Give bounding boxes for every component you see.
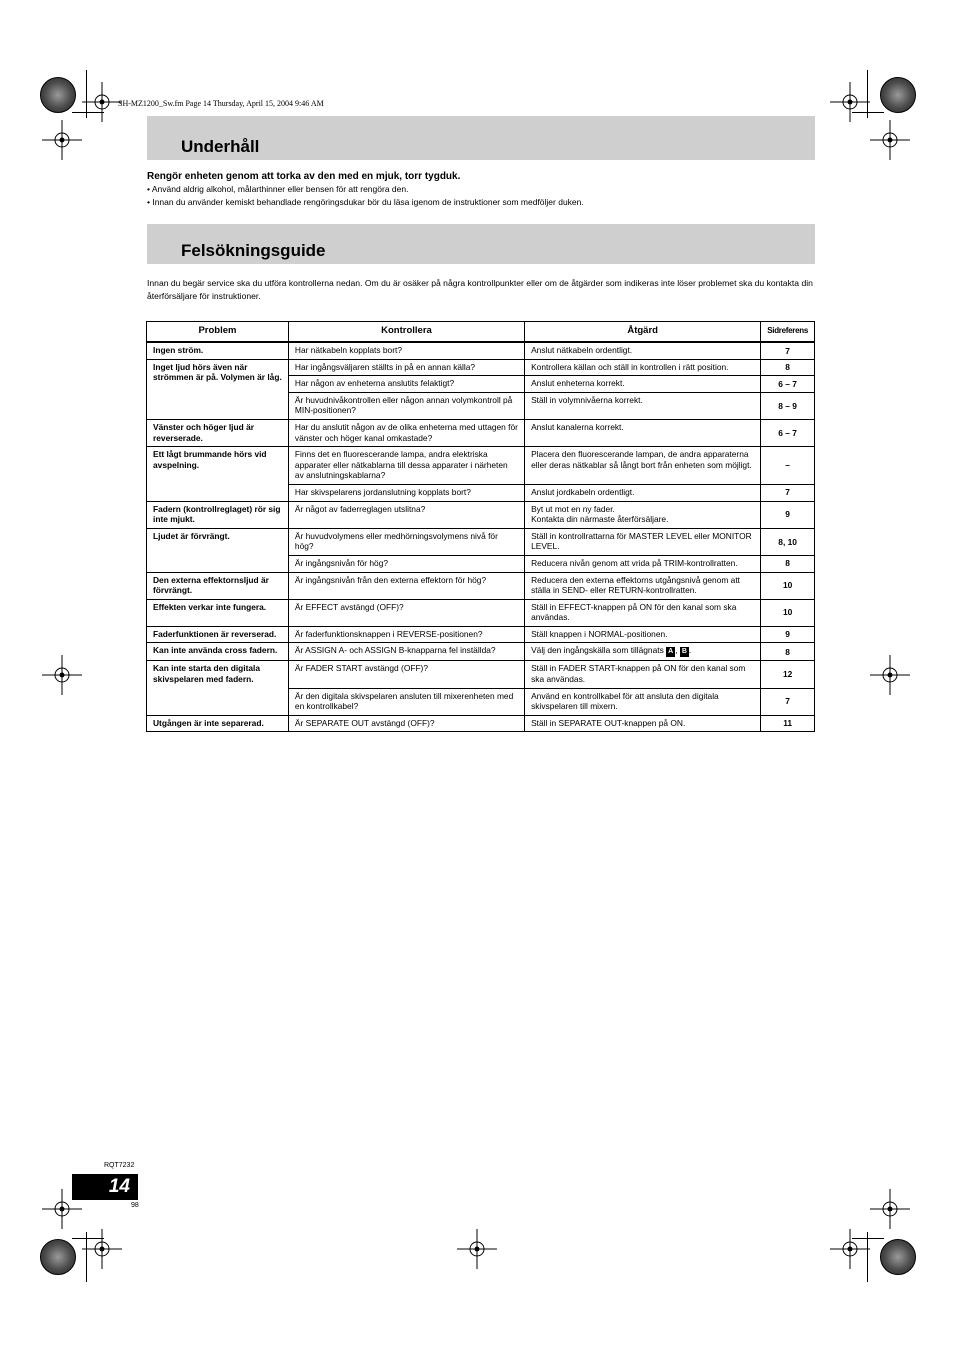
doc-code: RQT7232 <box>104 1162 135 1169</box>
page-ref-cell: 6 – 7 <box>761 376 815 393</box>
crop-mark <box>852 1238 884 1239</box>
registration-dot-icon <box>40 1239 76 1275</box>
column-header-action: Åtgärd <box>525 322 761 343</box>
page-ref-cell: – <box>761 447 815 485</box>
action-cell: Anslut jordkabeln ordentligt. <box>525 484 761 501</box>
page-ref-cell: 7 <box>761 342 815 359</box>
page-number: 14 <box>108 1176 130 1197</box>
page-ref-cell: 10 <box>761 599 815 626</box>
crop-mark <box>72 1238 104 1239</box>
column-header-check: Kontrollera <box>288 322 524 343</box>
troubleshooting-table <box>146 321 815 732</box>
crop-mark <box>867 1232 868 1282</box>
table-row <box>147 528 815 555</box>
table-body <box>147 342 815 732</box>
check-cell: Är ingångsnivån för hög? <box>288 555 524 572</box>
table-row <box>147 572 815 599</box>
action-cell: Ställ in volymnivåerna korrekt. <box>525 392 761 419</box>
page-ref-cell: 8 <box>761 555 815 572</box>
check-cell: Är huvudnivåkontrollen eller någon annan volymkontroll på MIN-positionen? <box>288 392 524 419</box>
action-cell: Använd en kontrollkabel för att ansluta den digitala skivspelaren till mixern. <box>525 688 761 715</box>
crosshair-icon <box>82 82 122 122</box>
page-number-box <box>72 1174 138 1200</box>
troubleshooting-title: Felsökningsguide <box>181 241 326 260</box>
table-row <box>147 599 815 626</box>
table-row <box>147 715 815 732</box>
troubleshooting-intro: Innan du begär service ska du utföra kontrollerna nedan. Om du är osäker på några kontrollpunkter eller om de åtgärder som indikeras inte löser problemet ska du kontakta din återförsäljare för instruktioner. <box>147 278 813 301</box>
problem-cell: Inget ljud hörs även när strömmen är på. Volymen är låg. <box>147 359 289 419</box>
table-header-row <box>147 322 815 343</box>
page-ref-cell: 12 <box>761 661 815 688</box>
check-cell: Har någon av enheterna anslutits felaktigt? <box>288 376 524 393</box>
check-cell: Är huvudvolymens eller medhörningsvolymens nivå för hög? <box>288 528 524 555</box>
maintenance-header <box>147 116 815 160</box>
crosshair-icon <box>42 655 82 695</box>
check-cell: Är FADER START avstängd (OFF)? <box>288 661 524 688</box>
page-ref-cell: 8 – 9 <box>761 392 815 419</box>
table-row <box>147 419 815 446</box>
action-cell: Reducera den externa effektorns utgångsnivå genom att ställa in SEND- eller RETURN-kontrollratten. <box>525 572 761 599</box>
crosshair-icon <box>870 1189 910 1229</box>
check-cell: Har ingångsväljaren ställts in på en annan källa? <box>288 359 524 376</box>
action-cell: Reducera nivån genom att vrida på TRIM-kontrollratten. <box>525 555 761 572</box>
problem-cell: Den externa effektornsljud är förvrängt. <box>147 572 289 599</box>
table-row <box>147 359 815 376</box>
crosshair-icon <box>830 82 870 122</box>
check-cell: Är EFFECT avstängd (OFF)? <box>288 599 524 626</box>
action-cell: Anslut kanalerna korrekt. <box>525 419 761 446</box>
page-ref-cell: 9 <box>761 626 815 643</box>
page-ref-cell: 7 <box>761 484 815 501</box>
maintenance-bullet: • Använd aldrig alkohol, målarthinner eller bensen för att rengöra den. <box>147 184 409 194</box>
crosshair-icon <box>870 120 910 160</box>
action-cell: Ställ in EFFECT-knappen på ON för den kanal som ska användas. <box>525 599 761 626</box>
page-ref-cell: 8 <box>761 359 815 376</box>
registration-dot-icon <box>880 77 916 113</box>
check-cell: Är faderfunktionsknappen i REVERSE-positionen? <box>288 626 524 643</box>
registration-dot-icon <box>40 77 76 113</box>
action-cell: Anslut nätkabeln ordentligt. <box>525 342 761 359</box>
crosshair-icon <box>830 1229 870 1269</box>
action-cell: Välj den ingångskälla som tillägnats A , B . <box>525 643 761 661</box>
check-cell: Är SEPARATE OUT avstängd (OFF)? <box>288 715 524 732</box>
column-header-page-ref: Sidreferens <box>761 322 815 343</box>
problem-cell: Kan inte starta den digitala skivspelaren med fadern. <box>147 661 289 715</box>
page-ref-cell: 10 <box>761 572 815 599</box>
table-row <box>147 626 815 643</box>
problem-cell: Faderfunktionen är reverserad. <box>147 626 289 643</box>
action-text: Välj den ingångskälla som tillägnats <box>531 645 664 656</box>
check-cell: Har skivspelarens jordanslutning kopplats bort? <box>288 484 524 501</box>
channel-key-badge: B <box>681 648 687 656</box>
table-row <box>147 342 815 359</box>
problem-cell: Ingen ström. <box>147 342 289 359</box>
maintenance-intro: Rengör enheten genom att torka av den med en mjuk, torr tygduk. <box>147 171 461 182</box>
crosshair-icon <box>457 1229 497 1269</box>
maintenance-title: Underhåll <box>181 137 260 156</box>
action-cell: Placera den fluorescerande lampan, de andra apparaterna eller deras nätkablar så långt bort från enheten som möjligt. <box>525 447 761 485</box>
page-ref-cell: 6 – 7 <box>761 419 815 446</box>
check-cell: Finns det en fluorescerande lampa, andra elektriska apparater eller nätkablarna till dessa apparater i närheten av anslutningskablarna? <box>288 447 524 485</box>
channel-key-badge: A <box>668 648 674 656</box>
check-cell: Har du anslutit någon av de olika enheterna med uttagen för vänster och höger kanal omkastade? <box>288 419 524 446</box>
page-ref-cell: 8, 10 <box>761 528 815 555</box>
problem-cell: Utgången är inte separerad. <box>147 715 289 732</box>
problem-cell: Kan inte använda cross fadern. <box>147 643 289 661</box>
maintenance-bullet: • Innan du använder kemiskt behandlade rengöringsdukar bör du läsa igenom de instruktioner som medföljer duken. <box>147 197 584 207</box>
action-cell: Kontrollera källan och ställ in kontrollen i rätt position. <box>525 359 761 376</box>
action-cell: Byt ut mot en ny fader. Kontakta din närmaste återförsäljare. <box>525 501 761 528</box>
crop-mark <box>86 1232 87 1282</box>
action-cell: Anslut enheterna korrekt. <box>525 376 761 393</box>
problem-cell: Ljudet är förvrängt. <box>147 528 289 572</box>
troubleshooting-header <box>147 224 815 264</box>
action-cell: Ställ in kontrollrattarna för MASTER LEVEL eller MONITOR LEVEL. <box>525 528 761 555</box>
crosshair-icon <box>42 120 82 160</box>
check-cell: Är något av faderreglagen utslitna? <box>288 501 524 528</box>
page-ref-cell: 8 <box>761 643 815 661</box>
check-cell: Är ASSIGN A- och ASSIGN B-knapparna fel inställda? <box>288 643 524 661</box>
action-cell: Ställ knappen i NORMAL-positionen. <box>525 626 761 643</box>
problem-cell: Effekten verkar inte fungera. <box>147 599 289 626</box>
table-row <box>147 447 815 485</box>
action-cell: Ställ in SEPARATE OUT-knappen på ON. <box>525 715 761 732</box>
sub-page-number: 98 <box>131 1202 139 1209</box>
column-header-problem: Problem <box>147 322 289 343</box>
table-row <box>147 643 815 661</box>
check-cell: Har nätkabeln kopplats bort? <box>288 342 524 359</box>
page-ref-cell: 11 <box>761 715 815 732</box>
registration-dot-icon <box>880 1239 916 1275</box>
file-info: SH-MZ1200_Sw.fm Page 14 Thursday, April 15, 2004 9:46 AM <box>118 99 324 108</box>
crosshair-icon <box>870 655 910 695</box>
problem-cell: Vänster och höger ljud är reverserade. <box>147 419 289 446</box>
crosshair-icon <box>82 1229 122 1269</box>
check-cell: Är den digitala skivspelaren ansluten till mixerenheten med en kontrollkabel? <box>288 688 524 715</box>
action-cell: Ställ in FADER START-knappen på ON för den kanal som ska användas. <box>525 661 761 688</box>
problem-cell: Fadern (kontrollreglaget) rör sig inte mjukt. <box>147 501 289 528</box>
table-row <box>147 661 815 688</box>
page-ref-cell: 7 <box>761 688 815 715</box>
problem-cell: Ett lågt brummande hörs vid avspelning. <box>147 447 289 501</box>
table-row <box>147 501 815 528</box>
check-cell: Är ingångsnivån från den externa effektorn för hög? <box>288 572 524 599</box>
page-ref-cell: 9 <box>761 501 815 528</box>
